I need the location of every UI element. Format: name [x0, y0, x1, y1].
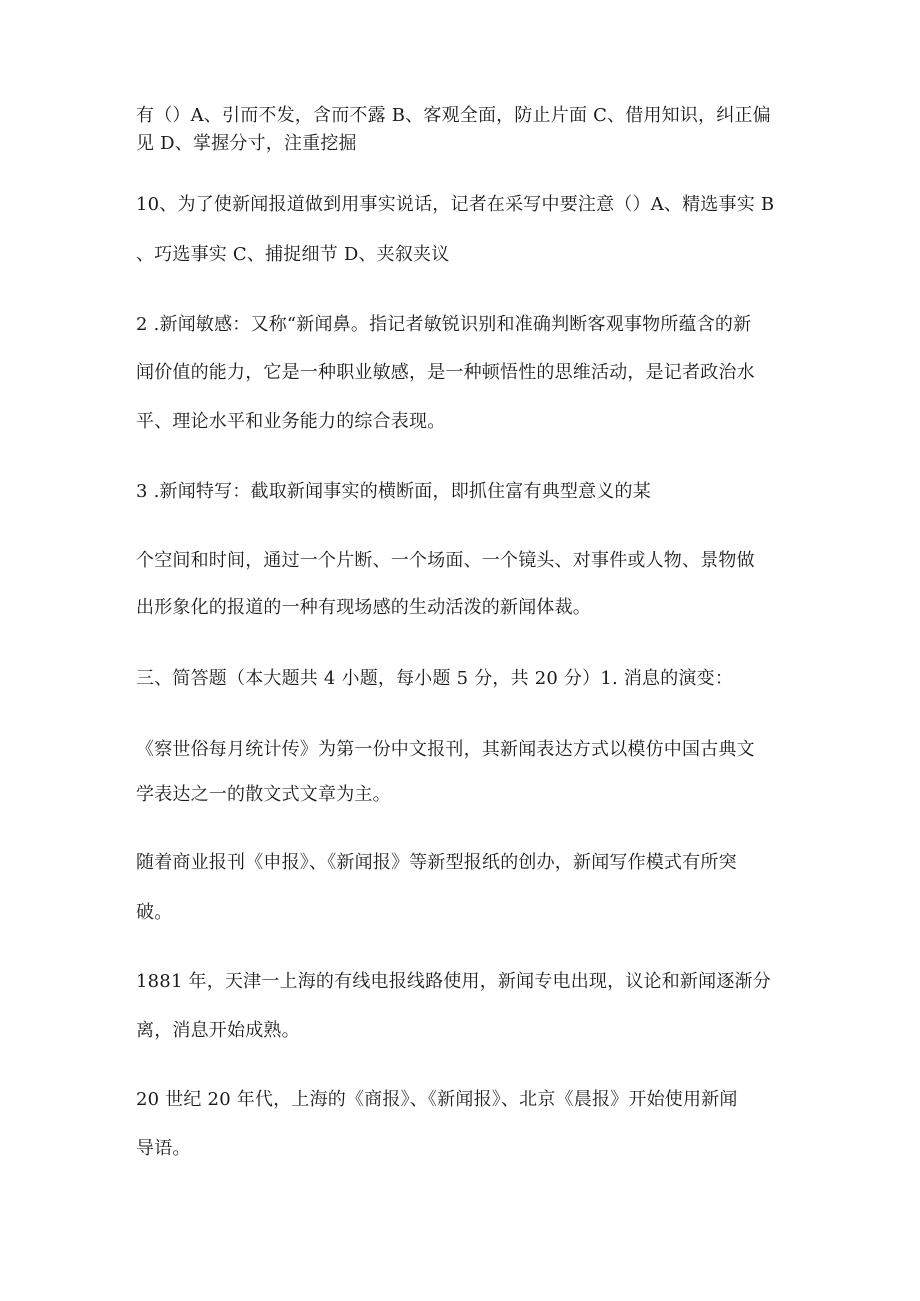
answer-p1-line-1: 《察世俗每月统计传》为第一份中文报刊，其新闻表达方式以模仿中国古典文: [136, 739, 755, 760]
answer-p4-line-1: 20 世纪 20 年代，上海的《商报》、《新闻报》、北京《晨报》开始使用新闻: [136, 1089, 738, 1110]
answer-p3-line-2: 离，消息开始成熟。: [136, 1020, 300, 1041]
answer-p2-line-2: 破。: [136, 902, 173, 923]
q10-line-2: 、巧选事实 C、捕捉细节 D、夹叙夹议: [136, 244, 450, 265]
q9-options-line-1: 有（）A、引而不发，含而不露 B、客观全面，防止片面 C、借用知识，纠正偏: [136, 105, 771, 126]
q10-line-1: 10、为了使新闻报道做到用事实说话，记者在采写中要注意（）A、精选事实 B: [136, 194, 775, 215]
answer-p3-line-1: 1881 年，天津一上海的有线电报线路使用，新闻专电出现，议论和新闻逐渐分: [136, 971, 771, 992]
def-feature-line-3: 出形象化的报道的一种有现场感的生动活泼的新闻体裁。: [136, 597, 591, 618]
section-short-answer-heading: 三、简答题（本大题共 4 小题，每小题 5 分，共 20 分）1. 消息的演变：: [136, 668, 734, 689]
q9-options-line-2: 见 D、掌握分寸，注重挖掘: [136, 133, 357, 154]
def-news-sense-line-3: 平、理论水平和业务能力的综合表现。: [136, 411, 446, 432]
answer-p2-line-1: 随着商业报刊《申报》、《新闻报》等新型报纸的创办，新闻写作模式有所突: [136, 852, 737, 873]
answer-p4-line-2: 导语。: [136, 1138, 191, 1159]
def-feature-line-1: 3 .新闻特写：截取新闻事实的横断面，即抓住富有典型意义的某: [136, 481, 651, 502]
def-feature-line-2: 个空间和时间，通过一个片断、一个场面、一个镜头、对事件或人物、景物做: [136, 550, 755, 571]
def-news-sense-line-1: 2 .新闻敏感：又称“新闻鼻。指记者敏锐识别和准确判断客观事物所蕴含的新: [136, 314, 752, 335]
answer-p1-line-2: 学表达之一的散文式文章为主。: [136, 784, 391, 805]
def-news-sense-line-2: 闻价值的能力，它是一种职业敏感，是一种顿悟性的思维活动，是记者政治水: [136, 362, 755, 383]
